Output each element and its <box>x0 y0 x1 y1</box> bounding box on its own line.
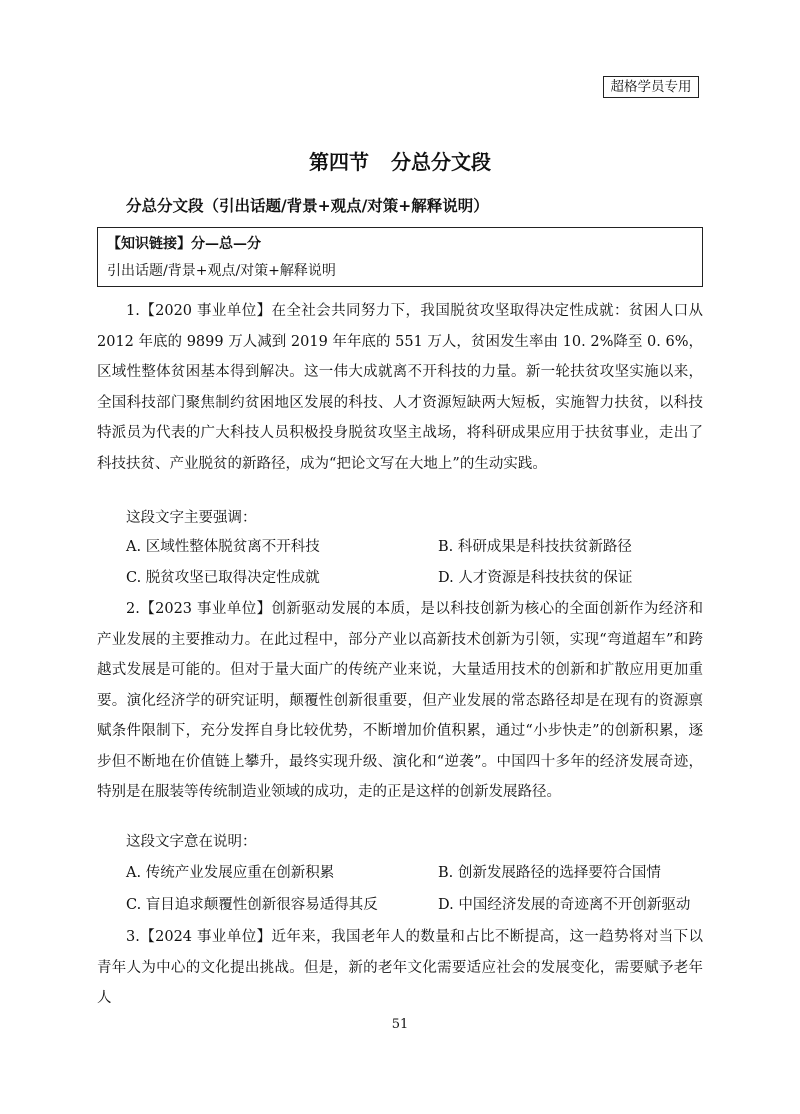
section-title <box>0 148 800 176</box>
passage-text: 在全社会共同努力下，我国脱贫攻坚取得决定性成就：贫困人口从 2012 年底的 9899 万人减到 2019 年年底的 551 万人，贫困发生率由 10. 2%降至 0. 6%，区域性整体贫困基本得到解决。这一伟大成就离不开科技的力量。新一轮扶贫攻坚实施以来，全国科技部门聚焦制约贫困地区发展的科技、人才资源短缺两大短板，实施智力扶贫，以科技特派员为代表的广大科技人员积极投身脱贫攻坚主战场，将科研成果应用于扶贫事业，走出了科技扶贫、产业脱贫的新路径，成为“把论文写在大地上”的生动实践。 <box>97 303 703 472</box>
question-2-option-a: A. 传统产业发展应重在创新积累 <box>126 865 335 881</box>
question-2-passage <box>97 594 703 808</box>
knowledge-heading: 【知识链接】分—总—分 <box>107 236 261 252</box>
section-heading: 分总分文段 <box>391 150 491 174</box>
question-source: 【2020 事业单位】 <box>139 303 272 319</box>
knowledge-link-box <box>97 227 703 287</box>
question-number: 2. <box>126 601 140 617</box>
question-3-passage <box>97 922 703 1014</box>
question-source: 【2024 事业单位】 <box>139 929 272 945</box>
question-2-stem: 这段文字意在说明： <box>126 834 257 850</box>
page-number: 51 <box>391 1017 409 1032</box>
question-1-option-c: C. 脱贫攻坚已取得决定性成就 <box>126 570 320 586</box>
section-number: 第四节 <box>309 150 369 174</box>
question-number: 3. <box>126 929 140 945</box>
question-1-option-b: B. 科研成果是科技扶贫新路径 <box>438 539 632 555</box>
question-2-option-b: B. 创新发展路径的选择要符合国情 <box>438 865 661 881</box>
question-1-passage <box>97 296 703 479</box>
question-1-stem: 这段文字主要强调： <box>126 510 257 526</box>
question-2-option-d: D. 中国经济发展的奇迹离不开创新驱动 <box>438 897 691 913</box>
question-2-option-c: C. 盲目追求颠覆性创新很容易适得其反 <box>126 897 378 913</box>
subtitle: 分总分文段（引出话题/背景+观点/对策+解释说明） <box>126 196 489 215</box>
question-number: 1. <box>126 303 140 319</box>
passage-text: 近年来，我国老年人的数量和占比不断提高，这一趋势将对当下以青年人为中心的文化提出挑战。但是，新的老年文化需要适应社会的发展变化，需要赋予老年人 <box>97 929 703 1006</box>
student-only-badge: 超格学员专用 <box>603 76 699 98</box>
knowledge-body: 引出话题/背景+观点/对策+解释说明 <box>107 263 336 279</box>
question-1-option-d: D. 人才资源是科技扶贫的保证 <box>438 570 633 586</box>
question-source: 【2023 事业单位】 <box>139 601 272 617</box>
question-1-option-a: A. 区域性整体脱贫离不开科技 <box>126 539 320 555</box>
passage-text: 创新驱动发展的本质，是以科技创新为核心的全面创新作为经济和产业发展的主要推动力。在此过程中，部分产业以高新技术创新为引领，实现“弯道超车”和跨越式发展是可能的。但对于量大面广的传统产业来说，大量适用技术的创新和扩散应用更加重要。演化经济学的研究证明，颠覆性创新很重要，但产业发展的常态路径却是在现有的资源禀赋条件限制下，充分发挥自身比较优势，不断增加价值积累，通过“小步快走”的创新积累，逐步但不断地在价值链上攀升，最终实现升级、演化和“逆袭”。中国四十多年的经济发展奇迹，特别是在服装等传统制造业领域的成功，走的正是这样的创新发展路径。 <box>97 601 703 800</box>
